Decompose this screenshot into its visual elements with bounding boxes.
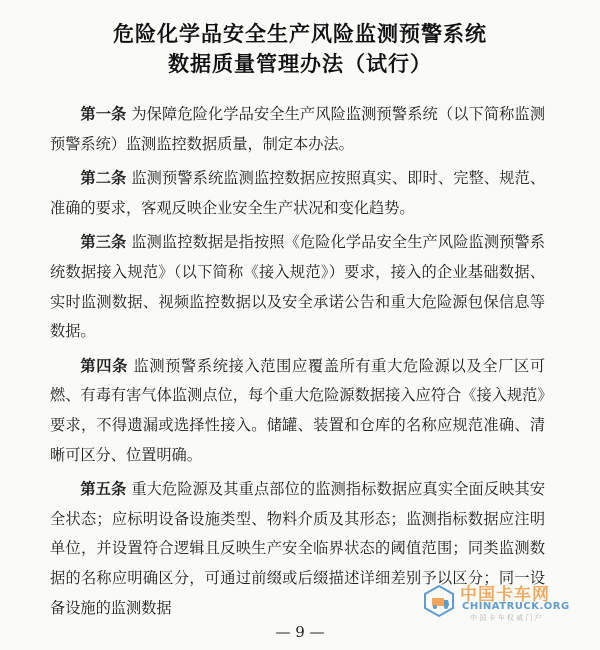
article-text: 重大危险源及其重点部位的监测指标数据应真实全面反映其安全状态；应标明设备设施类型、物料介质及其形态；监测指标数据应注明单位，并设置符合逻辑且反映生产安全临界状态的阈值范围；同类监测数据的名称应明确区分，可通过前缀或后缀描述详细差别予以区分；同一设备设施的监测数据 (50, 480, 546, 617)
article-4 (50, 352, 545, 470)
document-title-line-1: 危险化学品安全生产风险监测预警系统 (113, 22, 487, 46)
article-label: 第二条 (80, 169, 127, 188)
document-body (50, 100, 545, 628)
article-text: 监测预警系统监测监控数据应按照真实、即时、完整、规范、准确的要求，客观反映企业安全生产状况和变化趋势。 (50, 169, 546, 217)
watermark-name-en: CHINATRUCK.ORG (462, 601, 570, 612)
article-1 (50, 100, 545, 159)
watermark-slogan: 中 国 卡 车 权 威 门 户 (470, 614, 542, 622)
article-label: 第五条 (80, 480, 127, 499)
site-watermark (422, 580, 572, 622)
article-text: 为保障危险化学品安全生产风险监测预警系统（以下简称监测预警系统）监测监控数据质量，制定本办法。 (50, 105, 546, 153)
truck-logo-icon (422, 584, 456, 618)
article-label: 第四条 (80, 356, 128, 375)
watermark-name-cn: 中国卡车网 (460, 585, 550, 605)
document-title-line-2: 数据质量管理办法（试行） (168, 52, 432, 76)
article-label: 第一条 (80, 105, 127, 123)
article-3 (50, 228, 545, 346)
article-2 (50, 164, 545, 223)
article-text: 监测预警系统接入范围应覆盖所有重大危险源以及全厂区可燃、有毒有害气体监测点位，每个重大危险源数据接入应符合《接入规范》要求，不得遗漏或选择性接入。储罐、装置和仓库的名称应规范准确、清晰可区分、位置明确。 (50, 356, 546, 464)
page-number: — 9 — (275, 623, 325, 641)
article-label: 第三条 (80, 233, 127, 252)
article-text: 监测监控数据是指按照《危险化学品安全生产风险监测预警系统数据接入规范》（以下简称《接入规范》）要求，接入的企业基础数据、实时监测数据、视频监控数据以及安全承诺公告和重大危险源包保信息等数据。 (50, 233, 546, 341)
